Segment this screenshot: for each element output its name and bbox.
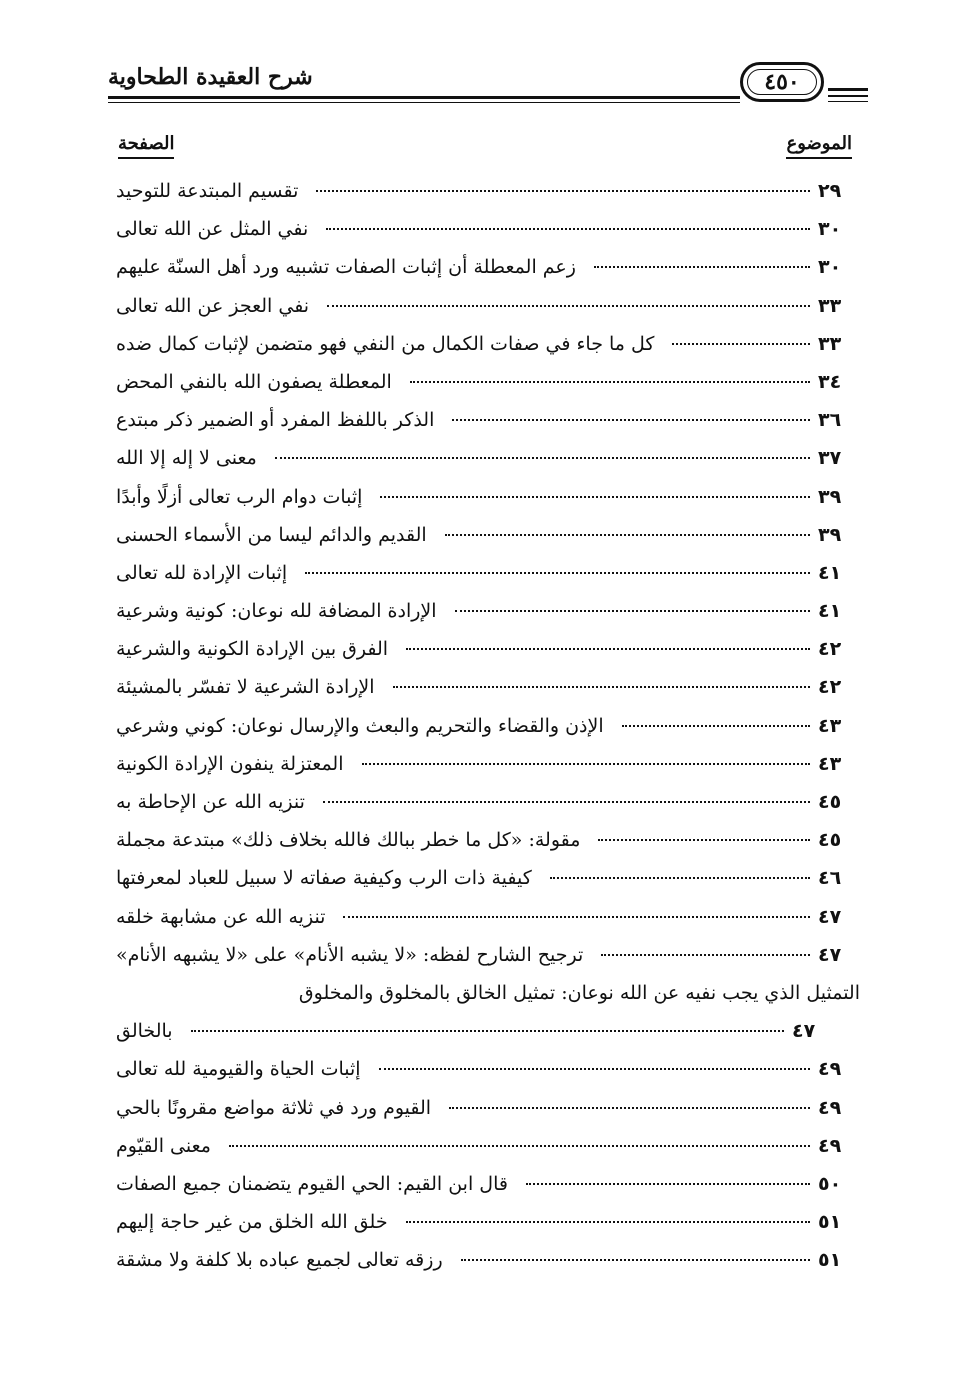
- toc-entry-title: خلق الله الخلق من غير حاجة إليهم: [116, 1211, 388, 1234]
- dot-leader: [327, 305, 810, 307]
- dot-leader: [455, 610, 810, 612]
- header-rule: [108, 96, 740, 99]
- toc-entry-page: ٤٧: [792, 1020, 816, 1043]
- toc-entry-page: ٢٩: [818, 180, 842, 202]
- toc-entry: [110, 982, 860, 1058]
- toc-entry-page: ٥١: [818, 1211, 842, 1234]
- header-ornament-rule: [828, 88, 868, 91]
- toc-entry-page: ٤٥: [818, 791, 842, 813]
- dot-leader: [379, 1068, 810, 1070]
- toc-entry-page: ٤٢: [818, 638, 842, 661]
- page-number: ٤٥٠: [764, 69, 800, 95]
- dot-leader: [594, 266, 810, 268]
- toc-entry-title: القديم والدائم ليسا من الأسماء الحسنى: [116, 523, 427, 546]
- dot-leader: [461, 1259, 810, 1261]
- toc-entry: [110, 409, 860, 447]
- toc-entry-page: ٤٧: [818, 905, 842, 928]
- toc-entry-title: نفي المثل عن الله تعالى: [116, 218, 309, 241]
- toc-entry-page: ٣٩: [818, 523, 842, 546]
- topic-column-heading: الموضوع: [786, 133, 852, 159]
- toc-entry: [110, 218, 860, 256]
- toc-entry-title: كيفية ذات الرب وكيفية صفاته لا سبيل للعباد لمعرفتها: [116, 867, 532, 890]
- table-of-contents: [110, 180, 860, 1287]
- dot-leader: [598, 839, 810, 841]
- toc-entry-title: إثبات الحياة والقيومية لله تعالى: [116, 1058, 361, 1081]
- toc-entry-page: ٤٥: [818, 829, 842, 852]
- dot-leader: [622, 725, 810, 727]
- toc-entry-title: إثبات دوام الرب تعالى أزلًا وأبدًا: [116, 485, 363, 508]
- toc-entry-title-continuation: بالخالق: [116, 1020, 173, 1043]
- toc-entry-title: قال ابن القيم: الحي القيوم يتضمنان جميع الصفات: [116, 1172, 508, 1195]
- toc-entry: [110, 638, 860, 676]
- dot-leader: [601, 954, 810, 956]
- toc-entry-page: ٣٠: [818, 256, 842, 279]
- toc-entry: [110, 447, 860, 485]
- book-title: شرح العقيدة الطحاوية: [108, 64, 313, 90]
- toc-entry: [110, 867, 860, 905]
- toc-entry: [110, 1173, 860, 1211]
- toc-entry: [110, 1097, 860, 1135]
- toc-entry-title: الفرق بين الإرادة الكونية والشرعية: [116, 638, 389, 661]
- header-ornament-rule: [828, 95, 868, 97]
- dot-leader: [362, 763, 811, 765]
- page-column-heading: الصفحة: [118, 133, 174, 159]
- toc-entry: [110, 256, 860, 294]
- dot-leader: [406, 648, 810, 650]
- toc-entry-page: ٤١: [818, 561, 842, 584]
- toc-entry: [110, 524, 860, 562]
- toc-entry-title: معنى القيّوم: [116, 1134, 211, 1157]
- dot-leader: [316, 190, 810, 192]
- dot-leader: [323, 801, 810, 803]
- dot-leader: [672, 343, 810, 345]
- dot-leader: [191, 1030, 784, 1032]
- toc-entry-title: المعطلة يصفون الله بالنفي المحض: [116, 370, 392, 393]
- toc-entry-page: ٣٦: [818, 409, 842, 432]
- toc-entry-title: المعتزلة ينفون الإرادة الكونية: [116, 752, 344, 775]
- dot-leader: [452, 419, 810, 421]
- toc-entry-title: تنزيه الله عن الإحاطة به: [116, 791, 305, 813]
- dot-leader: [406, 1221, 810, 1223]
- toc-entry-page: ٣٠: [818, 218, 842, 241]
- toc-entry: [110, 600, 860, 638]
- dot-leader: [445, 534, 810, 536]
- toc-entry: [110, 829, 860, 867]
- toc-entry: [110, 753, 860, 791]
- toc-entry-page: ٤٣: [818, 752, 842, 775]
- dot-leader: [380, 496, 810, 498]
- toc-entry-title: التمثيل الذي يجب نفيه عن الله نوعان: تمثيل الخالق بالمخلوق والمخلوق: [298, 981, 860, 1004]
- toc-entry-page: ٣٩: [818, 485, 842, 508]
- dot-leader: [550, 877, 810, 879]
- dot-leader: [326, 228, 810, 230]
- toc-entry: [110, 1058, 860, 1096]
- toc-entry-title: الإذن والقضاء والتحريم والبعث والإرسال نوعان: كوني وشرعي: [116, 714, 604, 737]
- toc-entry-title: تنزيه الله عن مشابهة خلقه: [116, 905, 326, 928]
- toc-entry: [110, 371, 860, 409]
- toc-entry-page: ٤١: [818, 600, 842, 623]
- toc-entry: [110, 333, 860, 371]
- toc-entry-page: ٤٦: [818, 867, 842, 890]
- toc-entry-title: الذكر باللفظ المفرد أو الضمير ذكر مبتدع: [116, 409, 435, 432]
- header-ornament-rule: [828, 101, 868, 102]
- toc-entry-title: القيوم ورد في ثلاثة مواضع مقرونًا بالحي: [116, 1096, 432, 1119]
- toc-entry-page: ٣٣: [818, 294, 842, 317]
- toc-entry-page: ٣٣: [818, 332, 842, 355]
- toc-entry: [110, 906, 860, 944]
- dot-leader: [526, 1183, 810, 1185]
- toc-entry: [110, 1135, 860, 1173]
- toc-entry-page: ٤٢: [818, 676, 842, 699]
- toc-entry-title: ترجيح الشارح لفظه: «لا يشبه الأنام» على «لا يشبهه الأنام»: [116, 943, 584, 966]
- dot-leader: [343, 916, 810, 918]
- toc-entry-title: الإرادة الشرعية لا تفسّر بالمشيئة: [116, 676, 375, 699]
- dot-leader: [305, 572, 810, 574]
- toc-entry-title: معنى لا إله إلا الله: [116, 447, 257, 470]
- toc-entry-title: كل ما جاء في صفات الكمال من النفي فهو متضمن لإثبات كمال ضده: [116, 332, 655, 355]
- toc-entry: [110, 676, 860, 714]
- toc-entry: [110, 180, 860, 218]
- dot-leader: [393, 686, 810, 688]
- toc-entry: [110, 295, 860, 333]
- toc-entry: [110, 486, 860, 524]
- toc-entry: [110, 1211, 860, 1249]
- toc-entry-page: ٥٠: [818, 1172, 842, 1195]
- toc-entry: [110, 944, 860, 982]
- page-header: [108, 62, 868, 122]
- toc-entry-title: مقولة: «كل ما خطر ببالك فالله بخلاف ذلك» مبتدعة مجملة: [116, 829, 581, 852]
- dot-leader: [410, 381, 810, 383]
- toc-entry-title: نفي العجز عن الله تعالى: [116, 294, 310, 317]
- toc-entry-page: ٥١: [818, 1249, 842, 1272]
- toc-entry: [110, 791, 860, 829]
- toc-entry-page: ٣٤: [818, 370, 842, 393]
- toc-entry-page: ٤٩: [818, 1134, 842, 1157]
- toc-entry-page: ٤٩: [818, 1096, 842, 1119]
- dot-leader: [275, 457, 810, 459]
- toc-entry: [110, 715, 860, 753]
- toc-entry-continuation-line: [110, 1020, 860, 1058]
- dot-leader: [449, 1107, 810, 1109]
- toc-entry-page: ٤٣: [818, 714, 842, 737]
- header-rule-thin: [108, 102, 740, 103]
- page-number-badge: [740, 62, 824, 102]
- toc-entry-title: زعم المعطلة أن إثبات الصفات تشبيه ورد أهل السنّة عليهم: [116, 256, 576, 279]
- toc-entry: [110, 562, 860, 600]
- dot-leader: [229, 1145, 810, 1147]
- toc-entry-title: إثبات الإرادة لله تعالى: [116, 561, 288, 584]
- toc-entry-title: رزقه تعالى لجميع عباده بلا كلفة ولا مشقة: [116, 1249, 443, 1272]
- toc-entry-page: ٣٧: [818, 447, 842, 470]
- toc-entry-page: ٤٩: [818, 1058, 842, 1081]
- toc-entry: [110, 1249, 860, 1287]
- toc-entry-page: ٤٧: [818, 943, 842, 966]
- toc-entry-title: تقسيم المبتدعة للتوحيد: [116, 180, 299, 202]
- toc-entry-title: الإرادة المضافة لله نوعان: كونية وشرعية: [116, 600, 437, 623]
